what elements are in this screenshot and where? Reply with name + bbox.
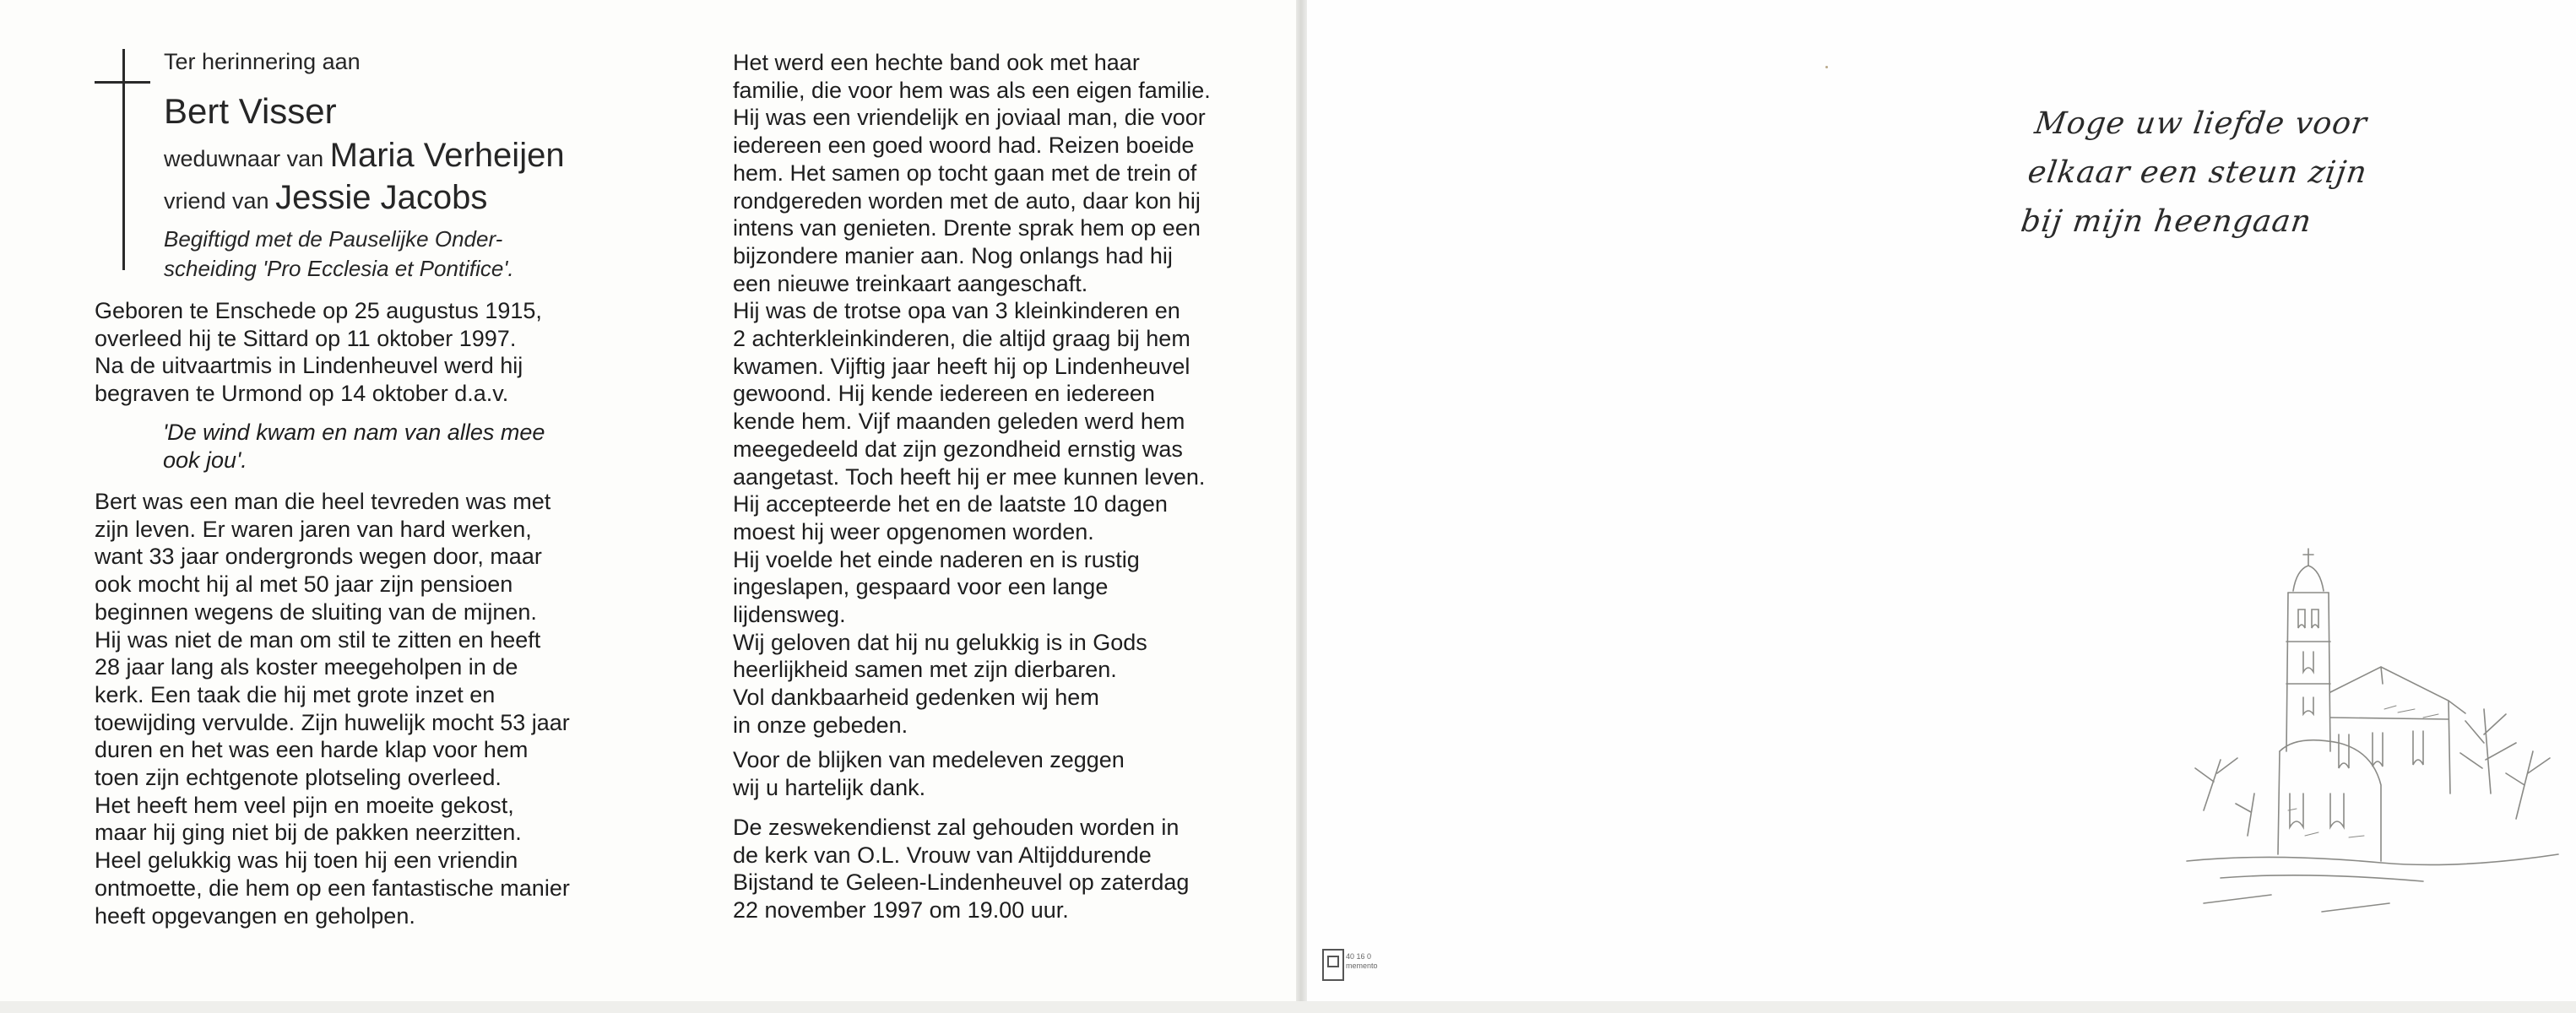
text-line: wij u hartelijk dank.	[733, 774, 926, 800]
thanks-paragraph	[733, 746, 1125, 801]
quote-line: ook jou'.	[163, 447, 247, 473]
text-line: De zeswekendienst zal gehouden worden in	[733, 815, 1180, 840]
text-line: moest hij weer opgenomen worden.	[733, 518, 1094, 544]
text-line: Hij was de trotse opa van 3 kleinkinderen en	[733, 298, 1180, 324]
text-line: Het werd een hechte band ook met haar	[733, 50, 1140, 75]
relation-widower-prefix: weduwnaar van	[164, 146, 324, 171]
verse-line: elkaar een steun zijn	[2026, 155, 2370, 190]
relation-widower	[164, 137, 565, 175]
text-line: heeft opgevangen en geholpen.	[95, 902, 415, 929]
relation-friend-prefix: vriend van	[164, 188, 269, 214]
text-line: Geboren te Enschede op 25 augustus 1915,	[95, 298, 542, 323]
text-line: Bert was een man die heel tevreden was met	[95, 489, 551, 514]
printer-mark	[1346, 952, 1378, 971]
text-line: aangetast. Toch heeft hij er mee kunnen leven.	[733, 463, 1206, 490]
text-line: Hij voelde het einde naderen en is rustig	[733, 546, 1140, 572]
text-line: want 33 jaar ondergronds wegen door, maar	[95, 544, 542, 570]
text-line: kerk. Een taak die hij met grote inzet en	[95, 681, 496, 707]
service-paragraph	[733, 814, 1189, 924]
text-line: Het heeft hem veel pijn en moeite gekost,	[95, 792, 514, 818]
birth-death-paragraph	[95, 297, 542, 408]
text-line: meegedeeld dat zijn gezondheid ernstig was	[733, 436, 1183, 462]
text-line: hem. Het samen op tocht gaan met de trein of	[733, 160, 1197, 186]
text-line: maar hij ging niet bij de pakken neerzitten.	[95, 820, 522, 846]
text-line: de kerk van O.L. Vrouw van Altijddurende	[733, 842, 1152, 868]
text-line: begraven te Urmond op 14 oktober d.a.v.	[95, 381, 509, 407]
verse	[2018, 100, 2378, 246]
text-line: zijn leven. Er waren jaren van hard werken,	[95, 516, 532, 542]
honor-line: Begiftigd met de Pauselijke Onder-	[164, 226, 503, 252]
printer-mark-line: 40 16 0	[1346, 952, 1372, 961]
text-line: in onze gebeden.	[733, 712, 908, 738]
text-line: heerlijkheid samen met zijn dierbaren.	[733, 657, 1117, 683]
text-line: 28 jaar lang als koster meegeholpen in de	[95, 654, 518, 680]
paper-speck	[1825, 66, 1828, 68]
text-line: ingeslapen, gespaard voor een lange	[733, 574, 1109, 600]
text-line: kwamen. Vijftig jaar heeft hij op Lindenheuvel	[733, 353, 1190, 379]
text-line: iedereen een goed woord had. Reizen boeide	[733, 133, 1195, 159]
bottom-edge	[0, 1001, 2576, 1013]
relation-widower-name: Maria Verheijen	[329, 137, 565, 174]
text-line: toewijding vervulde. Zijn huwelijk mocht 53 jaar	[95, 709, 570, 735]
text-line: overleed hij te Sittard op 11 oktober 1997.	[95, 325, 517, 351]
text-line: gewoond. Hij kende iedereen en iedereen	[733, 381, 1155, 407]
biography-paragraph-2	[733, 49, 1211, 739]
relation-friend	[164, 179, 487, 217]
text-line: Heel gelukkig was hij toen hij een vriendin	[95, 848, 518, 874]
verse-line: Moge uw liefde voor	[2032, 106, 2370, 141]
text-line: Na de uitvaartmis in Lindenheuvel werd hij	[95, 353, 523, 379]
text-line: toen zijn echtgenote plotseling overleed.	[95, 765, 502, 791]
text-line: beginnen wegens de sluiting van de mijnen.	[95, 599, 537, 625]
text-line: intens van genieten. Drente sprak hem op een	[733, 215, 1201, 241]
text-line: 2 achterkleinkinderen, die altijd graag bij hem	[733, 326, 1190, 352]
deceased-name: Bert Visser	[164, 91, 337, 131]
honor-line: scheiding 'Pro Ecclesia et Pontifice'.	[164, 256, 514, 281]
intro-text: Ter herinnering aan	[164, 49, 361, 74]
church-sketch-icon	[2170, 540, 2575, 945]
verse-line: bij mijn heengaan	[2019, 204, 2314, 239]
relation-friend-name: Jessie Jacobs	[275, 179, 488, 216]
text-line: lijdensweg.	[733, 602, 846, 628]
quote-line: 'De wind kwam en nam van alles mee	[163, 420, 545, 445]
text-line: bijzondere manier aan. Nog onlangs had hij	[733, 242, 1173, 268]
text-line: familie, die voor hem was als een eigen familie.	[733, 77, 1211, 103]
text-line: kende hem. Vijf maanden geleden werd hem	[733, 409, 1185, 435]
text-line: Wij geloven dat hij nu gelukkig is in Gods	[733, 629, 1147, 655]
text-line: Hij accepteerde het en de laatste 10 dagen	[733, 491, 1168, 517]
text-line: ontmoette, die hem op een fantastische manier	[95, 875, 570, 901]
cross-icon-horizontal	[95, 81, 150, 84]
text-line: Bijstand te Geleen-Lindenheuvel op zaterdag	[733, 869, 1190, 896]
text-line: rondgereden worden met de auto, daar kon hij	[733, 187, 1201, 214]
biography-paragraph-1	[95, 488, 570, 929]
printer-mark-line: memento	[1346, 962, 1378, 970]
honor-text	[164, 225, 514, 284]
text-line: Hij was niet de man om stil te zitten en heeft	[95, 626, 541, 653]
text-line: duren en het was een harde klap voor hem	[95, 737, 529, 763]
printer-logo-icon	[1322, 949, 1344, 981]
text-line: Voor de blijken van medeleven zeggen	[733, 747, 1125, 772]
quote	[163, 419, 545, 474]
text-line: 22 november 1997 om 19.00 uur.	[733, 897, 1069, 924]
text-line: Vol dankbaarheid gedenken wij hem	[733, 685, 1099, 711]
text-line: een nieuwe treinkaart aangeschaft.	[733, 270, 1088, 296]
fold-crease	[1296, 0, 1307, 1013]
text-line: ook mocht hij al met 50 jaar zijn pensioen	[95, 572, 513, 598]
text-line: Hij was een vriendelijk en joviaal man, die voor	[733, 105, 1206, 131]
